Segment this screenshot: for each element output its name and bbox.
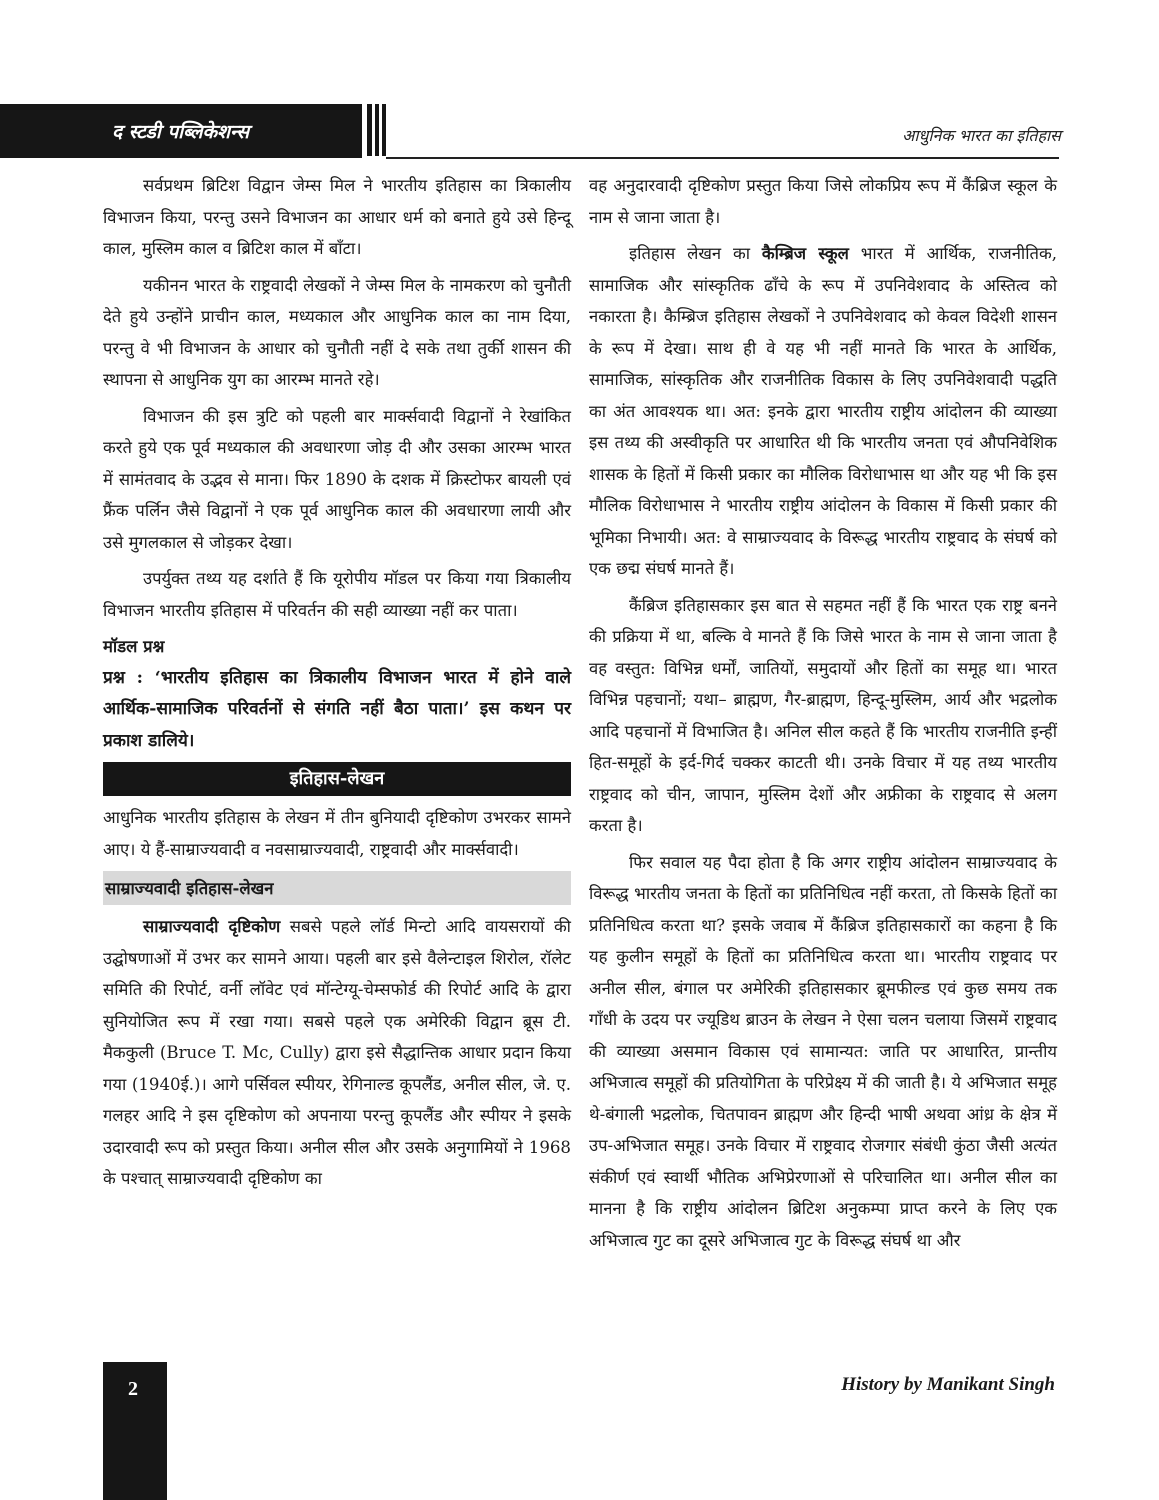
page-number: 2 (128, 1378, 138, 1400)
model-question: प्रश्न : ‘भारतीय इतिहास का त्रिकालीय विभाजन भारत में होने वाले आर्थिक-सामाजिक परिवर्तनों से संगति नहीं बैठा पाता।’ इस कथन पर प्रकाश डालिये। (103, 667, 571, 751)
paragraph-text: सबसे पहले लॉर्ड मिन्टो आदि वायसरायों की उद्घोषणाओं में उभर कर सामने आया। पहली बार इसे वैलेन्टाइल शिरोल, रॉलेट समिति की रिपोर्ट, वर्नी लॉवेट एवं मॉन्टेग्यू-चेम्सफोर्ड की रिपोर्ट आदि के द्वारा सुनियोजित रूप में रखा गया। सबसे पहले एक अमेरिकी विद्वान ब्रूस टी. मैककुली (Bruce T. Mc, Cully) द्वारा इसे सैद्धान्तिक आधार प्रदान किया गया (1940ई.)। आगे पर्सिवल स्पीयर, रेगिनाल्ड कूपलैंड, अनील सील, जे. ए. गलहर आदि ने इस दृष्टिकोण को अपनाया परन्तु कूपलैंड और स्पीयर ने इसके उदारवादी रूप को प्रस्तुत किया। अनील सील और उसके अनुगामियों ने 1968 के पश्चात् साम्राज्यवादी दृष्टिकोण का (103, 917, 571, 1188)
left-column (103, 170, 571, 1200)
header-bar-3 (382, 104, 386, 156)
subsection-heading: साम्राज्यवादी इतिहास-लेखन (103, 871, 571, 905)
bold-term: कैम्ब्रिज स्कूल (761, 243, 849, 263)
header-rule (386, 157, 1059, 159)
paragraph: फिर सवाल यह पैदा होता है कि अगर राष्ट्रीय आंदोलन साम्राज्यवाद के विरूद्ध भारतीय जनता के हितों का प्रतिनिधित्व नहीं करता, तो किसके हितों का प्रतिनिधित्व करता था? इसके जवाब में कैंब्रिज इतिहासकारों का कहना है कि यह कुलीन समूहों के हितों का प्रतिनिधित्व करता था। भारतीय राष्ट्रवाद पर अनील सील, बंगाल पर अमेरिकी इतिहासकार ब्रूमफील्ड एवं कुछ समय तक गाँधी के उदय पर ज्यूडिथ ब्राउन के लेखन ने ऐसा चलन चलाया जिसमें राष्ट्रवाद की व्याख्या असमान विकास एवं सामान्यत: जाति पर आधारित, प्रान्तीय अभिजात्व समूहों की प्रतियोगिता के परिप्रेक्ष्य में की जाती है। ये अभिजात समूह थे-बंगाली भद्रलोक, चितपावन ब्राह्मण और हिन्दी भाषी अथवा आंध्र के क्षेत्र में उप-अभिजात समूह। उनके विचार में राष्ट्रवाद रोजगार संबंधी कुंठा जैसी अत्यंत संकीर्ण एवं स्वार्थी भौतिक अभिप्रेरणाओं से परिचालित था। अनील सील का मानना है कि राष्ट्रीय आंदोलन ब्रिटिश अनुकम्पा प्राप्त करने के लिए एक अभिजात्व गुट का दूसरे अभिजात्व गुट के विरूद्ध संघर्ष था और (589, 852, 1057, 1250)
book-title: आधुनिक भारत का इतिहास (902, 126, 1061, 145)
section-heading: इतिहास-लेखन (103, 762, 571, 796)
paragraph-text: भारत में आर्थिक, राजनीतिक, सामाजिक और सांस्कृतिक ढाँचे के रूप में उपनिवेशवाद के अस्तित्व को नकारता है। कैम्ब्रिज इतिहास लेखकों ने उपनिवेशवाद को केवल विदेशी शासन के रूप में देखा। साथ ही वे यह भी नहीं मानते कि भारत के आर्थिक, सामाजिक, सांस्कृतिक और राजनीतिक विकास के लिए उपनिवेशवादी पद्धति का अंत आवश्यक था। अत: इनके द्वारा भारतीय राष्ट्रीय आंदोलन की व्याख्या इस तथ्य की अस्वीकृति पर आधारित थी कि भारतीय जनता एवं औपनिवेशिक शासक के हितों में किसी प्रकार का मौलिक विरोधाभास था और यह भी कि इस मौलिक विरोधाभास ने भारतीय राष्ट्रीय आंदोलन के विकास में किसी प्रकार की भूमिका निभायी। अत: वे साम्राज्यवाद के विरूद्ध भारतीय राष्ट्रवाद के संघर्ष को एक छद्म संघर्ष मानते हैं। (589, 244, 1057, 578)
paragraph: सर्वप्रथम ब्रिटिश विद्वान जेम्स मिल ने भारतीय इतिहास का त्रिकालीय विभाजन किया, परन्तु उसने विभाजन का आधार धर्म को बनाते हुये उसे हिन्दू काल, मुस्लिम काल व ब्रिटिश काल में बाँटा। (103, 176, 571, 258)
model-question-heading: मॉडल प्रश्न (103, 636, 165, 656)
paragraph: यकीनन भारत के राष्ट्रवादी लेखकों ने जेम्स मिल के नामकरण को चुनौती देते हुये उन्होंने प्राचीन काल, मध्यकाल और आधुनिक काल का नाम दिया, परन्तु वे भी विभाजन के आधार को चुनौती नहीं दे सके तथा तुर्की शासन की स्थापना से आधुनिक युग का आरम्भ मानते रहे। (103, 275, 571, 389)
paragraph: वह अनुदारवादी दृष्टिकोण प्रस्तुत किया जिसे लोकप्रिय रूप में कैंब्रिज स्कूल के नाम से जाना जाता है। (589, 176, 1057, 227)
paragraph-text: इतिहास लेखन का (629, 244, 762, 263)
paragraph: आधुनिक भारतीय इतिहास के लेखन में तीन बुनियादी दृष्टिकोण उभरकर सामने आए। ये हैं-साम्राज्यवादी व नवसाम्राज्यवादी, राष्ट्रवादी और मार्क्सवादी। (103, 808, 571, 859)
footer-credit: History by Manikant Singh (841, 1374, 1055, 1395)
header-bar-2 (375, 104, 379, 156)
paragraph (103, 911, 571, 1195)
paragraph: विभाजन की इस त्रुटि को पहली बार मार्क्सवादी विद्वानों ने रेखांकित करते हुये एक पूर्व मध्यकाल की अवधारणा जोड़ दी और उसका आरम्भ भारत में सामंतवाद के उद्भव से माना। फिर 1890 के दशक में क्रिस्टोफर बायली एवं फ्रैंक पर्लिन जैसे विद्वानों ने एक पूर्व आधुनिक काल की अवधारणा लायी और उसे मुगलकाल से जोड़कर देखा। (103, 406, 571, 552)
paragraph (589, 238, 1057, 585)
publisher-name: द स्टडी पब्लिकेशन्स (112, 121, 250, 143)
header-bar-1 (367, 104, 372, 156)
right-column (589, 170, 1057, 1261)
paragraph: उपर्युक्त तथ्य यह दर्शाते हैं कि यूरोपीय मॉडल पर किया गया त्रिकालीय विभाजन भारतीय इतिहास में परिवर्तन की सही व्याख्या नहीं कर पाता। (103, 569, 571, 620)
bold-term: साम्राज्यवादी दृष्टिकोण (143, 916, 281, 936)
paragraph: कैंब्रिज इतिहासकार इस बात से सहमत नहीं हैं कि भारत एक राष्ट्र बनने की प्रक्रिया में था, बल्कि वे मानते हैं कि जिसे भारत के नाम से जाना जाता है वह वस्तुत: विभिन्न धर्मों, जातियों, समुदायों और हितों का समूह था। भारत विभिन्न पहचानों; यथा– ब्राह्मण, गैर-ब्राह्मण, हिन्दू-मुस्लिम, आर्य और भद्रलोक आदि पहचानों में विभाजित है। अनिल सील कहते हैं कि भारतीय राजनीति इन्हीं हित-समूहों के इर्द-गिर्द चक्कर काटती थी। उनके विचार में यह तथ्य भारतीय राष्ट्रवाद को चीन, जापान, मुस्लिम देशों और अफ्रीका के राष्ट्रवाद से अलग करता है। (589, 595, 1057, 835)
